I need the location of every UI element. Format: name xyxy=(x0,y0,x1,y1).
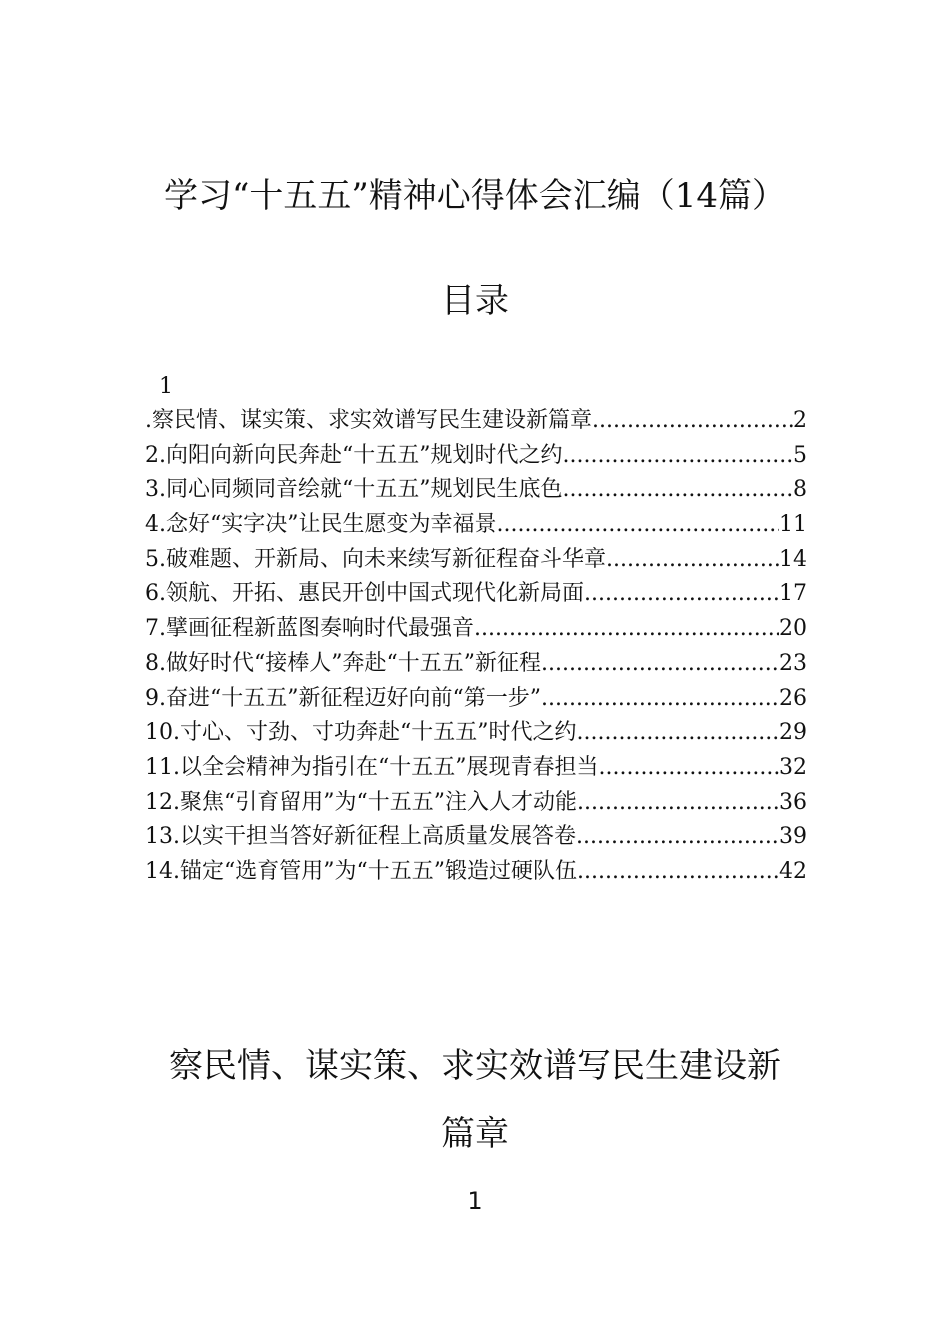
toc-dot-leader xyxy=(606,543,779,578)
toc-entry-page: 42 xyxy=(779,858,807,884)
toc-entry[interactable] xyxy=(145,473,807,508)
toc-entry[interactable] xyxy=(145,404,807,439)
table-of-contents xyxy=(145,370,807,890)
toc-entry-page: 32 xyxy=(779,754,807,780)
toc-entry-title: 4.念好“实字决”让民生愿变为幸福景 xyxy=(145,512,497,538)
toc-entry-title: 11.以全会精神为指引在“十五五”展现青春担当 xyxy=(145,754,599,780)
toc-entry-title: 5.破难题、开新局、向未来续写新征程奋斗华章 xyxy=(145,546,606,572)
toc-entry[interactable] xyxy=(145,716,807,751)
toc-entry[interactable] xyxy=(145,751,807,786)
section-title-line-2: 篇章 xyxy=(441,1114,509,1154)
section-title xyxy=(0,1032,950,1168)
toc-entry[interactable] xyxy=(145,439,807,474)
toc-dot-leader xyxy=(577,786,779,821)
toc-dot-leader xyxy=(576,716,779,751)
toc-entry-page: 8 xyxy=(793,477,807,503)
toc-entry-page: 23 xyxy=(779,650,807,676)
toc-dot-leader xyxy=(576,820,779,855)
toc-entry-page: 29 xyxy=(779,720,807,746)
toc-dot-leader xyxy=(474,612,779,647)
toc-entry-page: 20 xyxy=(779,616,807,642)
toc-entry-page: 11 xyxy=(779,512,807,538)
toc-entry-page: 5 xyxy=(793,442,807,468)
toc-dot-leader xyxy=(541,682,779,717)
toc-entry[interactable] xyxy=(145,508,807,543)
toc-entry-page: 2 xyxy=(793,408,807,433)
toc-entry-title: 6.领航、开拓、惠民开创中国式现代化新局面 xyxy=(145,581,584,607)
toc-entry-title: 13.以实干担当答好新征程上高质量发展答卷 xyxy=(145,824,576,850)
toc-entry-title: 14.锚定“选育管用”为“十五五”锻造过硬队伍 xyxy=(145,858,577,884)
toc-entry-title: 8.做好时代“接棒人”奔赴“十五五”新征程 xyxy=(145,650,541,676)
toc-entry[interactable] xyxy=(145,820,807,855)
toc-dot-leader xyxy=(497,508,780,543)
toc-entry-title: 2.向阳向新向民奔赴“十五五”规划时代之约 xyxy=(145,442,563,468)
toc-heading: 目录 xyxy=(441,281,509,321)
toc-entry-title: 12.聚焦“引育留用”为“十五五”注入人才动能 xyxy=(145,789,577,815)
toc-entry[interactable] xyxy=(145,612,807,647)
toc-entry-page: 39 xyxy=(779,824,807,850)
toc-dot-leader xyxy=(584,577,779,612)
document-title: 学习“十五五”精神心得体会汇编（14篇） xyxy=(163,176,787,216)
toc-entry[interactable] xyxy=(145,647,807,682)
toc-entry-1-number: 1 xyxy=(159,374,173,399)
section-title-line-1: 察民情、谋实策、求实效谱写民生建设新 xyxy=(169,1046,781,1086)
toc-entry-title: 3.同心同频同音绘就“十五五”规划民生底色 xyxy=(145,477,563,503)
toc-dot-leader xyxy=(541,647,779,682)
page-number: 1 xyxy=(467,1187,483,1215)
toc-entry[interactable] xyxy=(145,786,807,821)
toc-entry[interactable] xyxy=(145,543,807,578)
toc-entry-page: 26 xyxy=(779,685,807,711)
toc-entry-page: 17 xyxy=(779,581,807,607)
toc-dot-leader xyxy=(563,439,794,474)
toc-dot-leader xyxy=(577,855,779,890)
toc-dot-leader xyxy=(592,404,793,439)
toc-entry-title: 7.擘画征程新蓝图奏响时代最强音 xyxy=(145,616,474,642)
toc-dot-leader xyxy=(563,473,794,508)
toc-entry-title: .察民情、谋实策、求实效谱写民生建设新篇章 xyxy=(145,408,592,433)
toc-entry[interactable] xyxy=(145,682,807,717)
toc-entry[interactable] xyxy=(145,855,807,890)
toc-entry-title: 9.奋进“十五五”新征程迈好向前“第一步” xyxy=(145,685,541,711)
toc-entry-page: 36 xyxy=(779,789,807,815)
toc-entry-page: 14 xyxy=(779,546,807,572)
toc-entry[interactable] xyxy=(145,577,807,612)
toc-dot-leader xyxy=(598,751,779,786)
toc-entry-title: 10.寸心、寸劲、寸功奔赴“十五五”时代之约 xyxy=(145,720,577,746)
